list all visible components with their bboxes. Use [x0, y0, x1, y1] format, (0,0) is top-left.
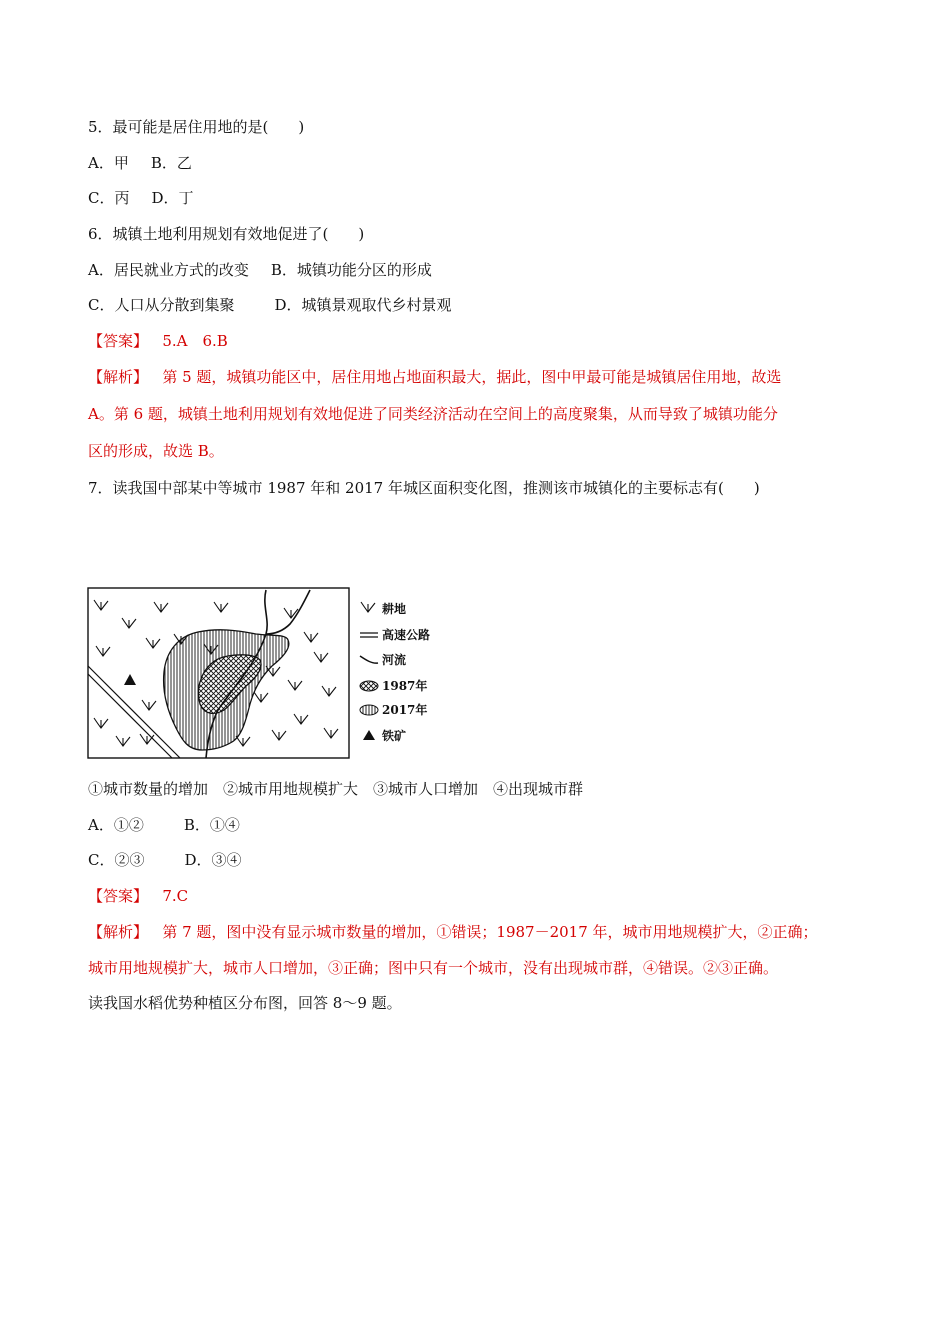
- question-6-options-row-1: [88, 260, 432, 280]
- question-7-statements: ①城市数量的增加 ②城市用地规模扩大 ③城市人口增加 ④出现城市群: [88, 780, 584, 798]
- answer-tag: 【答案】: [88, 887, 149, 905]
- legend-label-1987: 1987年: [382, 679, 428, 693]
- option-d: D．丁: [151, 189, 194, 207]
- option-c: C．丙: [88, 189, 130, 207]
- option-c: C．人口从分散到集聚: [88, 296, 235, 314]
- question-5-options-row-2: [88, 188, 194, 208]
- answer-tag: 【答案】: [88, 332, 149, 350]
- legend-label-iron-ore: 铁矿: [382, 729, 407, 743]
- option-a: A．①②: [88, 816, 144, 834]
- option-b: B．城镇功能分区的形成: [270, 261, 432, 279]
- legend: [360, 601, 430, 743]
- option-b: B．乙: [150, 154, 192, 172]
- option-b: B．①④: [183, 816, 240, 834]
- option-a: A．居民就业方式的改变: [88, 261, 249, 279]
- answer-text: 5.A 6.B: [162, 332, 228, 350]
- explanation-text: 第 7 题，图中没有显示城市数量的增加，①错误；1987－2017 年，城市用地规模扩大，②正确；: [162, 923, 818, 941]
- explanation-7-line-1: [88, 922, 818, 942]
- city-area-change-map: [86, 586, 448, 764]
- explanation-7-line-2: 城市用地规模扩大，城市人口增加，③正确；图中只有一个城市，没有出现城市群，④错误。②③正确。: [88, 959, 779, 977]
- explanation-5-6-line-1: [88, 367, 781, 387]
- question-5-options-row-1: [88, 153, 192, 173]
- question-5-stem: 5．最可能是居住用地的是( ): [88, 118, 305, 136]
- explanation-5-6-line-3: 区的形成，故选 B。: [88, 442, 224, 460]
- legend-label-river: 河流: [382, 653, 407, 667]
- questions-8-9-intro: 读我国水稻优势种植区分布图，回答 8～9 题。: [88, 994, 402, 1012]
- legend-label-2017: 2017年: [382, 703, 428, 717]
- explanation-tag: 【解析】: [88, 923, 149, 941]
- answer-7: [88, 886, 188, 906]
- question-6-stem: 6．城镇土地利用规划有效地促进了( ): [88, 225, 365, 243]
- explanation-text: 第 5 题，城镇功能区中，居住用地占地面积最大，据此，图中甲最可能是城镇居住用地，故选: [162, 368, 782, 386]
- legend-label-highway: 高速公路: [382, 628, 431, 642]
- answer-5-6: [88, 331, 228, 351]
- option-c: C．②③: [88, 851, 145, 869]
- option-d: D．城镇景观取代乡村景观: [274, 296, 452, 314]
- question-7-options-row-1: [88, 815, 240, 835]
- option-a: A．甲: [88, 154, 129, 172]
- question-7-stem: 7．读我国中部某中等城市 1987 年和 2017 年城区面积变化图，推测该市城镇化的主要标志有( ): [88, 479, 760, 497]
- question-7-options-row-2: [88, 850, 242, 870]
- answer-text: 7.C: [162, 887, 189, 905]
- explanation-5-6-line-2: A。第 6 题，城镇土地利用规划有效地促进了同类经济活动在空间上的高度聚集，从而导致了城镇功能分: [88, 405, 778, 423]
- legend-label-farmland: 耕地: [382, 602, 407, 616]
- explanation-tag: 【解析】: [88, 368, 149, 386]
- option-d: D．③④: [184, 851, 242, 869]
- question-6-options-row-2: [88, 295, 452, 315]
